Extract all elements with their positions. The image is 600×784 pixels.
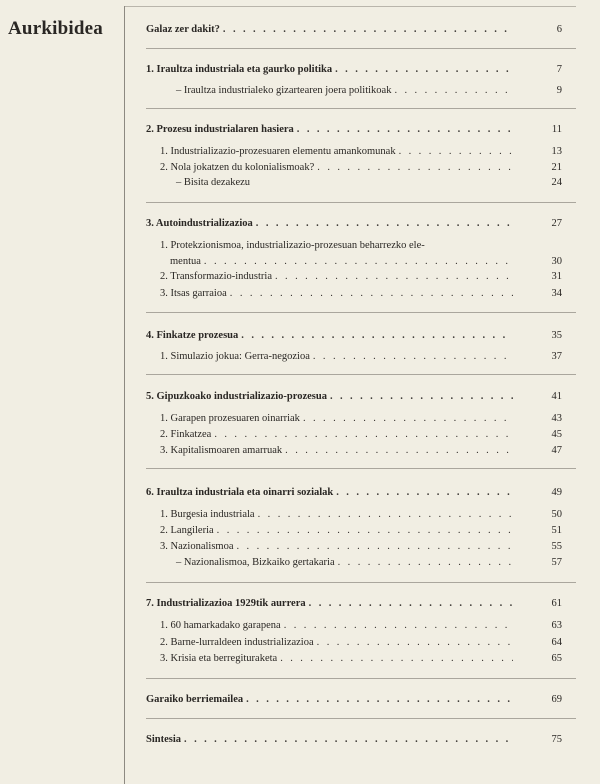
- toc-entry-page: 37: [551, 351, 562, 362]
- leader-dots: [399, 146, 513, 157]
- leader-dots: [280, 653, 513, 664]
- toc-entry-title: 2. Transformazio-industria: [160, 271, 272, 282]
- toc-entry-title: 3. Kapitalismoaren amarruak: [160, 445, 283, 456]
- toc-entry-page: 27: [551, 218, 562, 229]
- toc-entry[interactable]: [146, 391, 562, 405]
- toc-entry[interactable]: [146, 525, 562, 539]
- toc-entry-page: 6: [556, 24, 562, 35]
- toc-entry-page: 63: [551, 620, 562, 631]
- toc-entry-page: 55: [551, 541, 562, 552]
- toc-entry-page: 49: [551, 487, 562, 498]
- section-divider: [146, 678, 576, 679]
- toc-entry-title: 2. Nola jokatzen du kolonialismoak?: [160, 162, 315, 173]
- toc-entry-title: 1. Burgesia industriala: [160, 509, 255, 520]
- toc-entry-page: 64: [551, 637, 562, 648]
- toc-entry-page: 75: [551, 734, 562, 745]
- toc-entry[interactable]: [146, 177, 562, 191]
- toc-entry-page: 24: [551, 177, 562, 188]
- toc-entry-page: 9: [556, 85, 562, 96]
- toc-entry-title: Sintesia: [146, 734, 182, 745]
- toc-entry-title: 1. Protekzionismoa, industrializazio-prozesuan beharrezko ele-: [160, 240, 425, 251]
- leader-dots: [246, 694, 513, 705]
- toc-entry[interactable]: [146, 557, 562, 571]
- toc-entry-page: 11: [551, 124, 562, 135]
- toc-entry[interactable]: [146, 734, 562, 748]
- toc-entry[interactable]: [146, 124, 562, 138]
- toc-entry-page: 31: [551, 271, 562, 282]
- toc-entry-page: 41: [551, 391, 562, 402]
- leader-dots: [317, 162, 513, 173]
- toc-entry-page: 35: [551, 330, 562, 341]
- toc-entry-title: 5. Gipuzkoako industrializazio-prozesua: [146, 391, 327, 402]
- toc-entry[interactable]: [146, 487, 562, 501]
- toc-entry[interactable]: [146, 288, 562, 302]
- toc-entry-page: 34: [551, 288, 562, 299]
- leader-dots: [204, 256, 513, 267]
- vertical-divider: [124, 6, 125, 784]
- toc-entry-title: Garaiko berriemailea: [146, 694, 244, 705]
- toc-entry-page: 57: [551, 557, 562, 568]
- toc-entry[interactable]: [146, 256, 562, 270]
- section-divider: [146, 48, 576, 49]
- toc-entry-title: 7. Industrializazioa 1929tik aurrera: [146, 598, 306, 609]
- section-divider: [146, 582, 576, 583]
- toc-entry[interactable]: [146, 24, 562, 38]
- toc-entry-title: 3. Krisia eta berregituraketa: [160, 653, 278, 664]
- section-divider: [146, 202, 576, 203]
- toc-entry-title: mentua: [170, 256, 201, 267]
- section-divider: [146, 718, 576, 719]
- toc-entry-page: 65: [551, 653, 562, 664]
- leader-dots: [258, 509, 513, 520]
- toc-entry[interactable]: [146, 218, 562, 232]
- toc-entry-page: 51: [551, 525, 562, 536]
- leader-dots: [256, 218, 513, 229]
- leader-dots: [223, 24, 513, 35]
- toc-entry[interactable]: [146, 429, 562, 443]
- toc-entry-title: – Bisita dezakezu: [176, 177, 251, 188]
- toc-entry[interactable]: [146, 694, 562, 708]
- leader-dots: [241, 330, 513, 341]
- toc-entry-title: 2. Langileria: [160, 525, 214, 536]
- leader-dots: [184, 734, 513, 745]
- toc-entry-title: 3. Nazionalismoa: [160, 541, 234, 552]
- toc-entry-page: 43: [551, 413, 562, 424]
- toc-entry-title: 1. Garapen prozesuaren oinarriak: [160, 413, 300, 424]
- toc-entry[interactable]: [146, 240, 562, 254]
- leader-dots: [335, 64, 513, 75]
- table-of-contents: [146, 0, 562, 784]
- leader-dots: [230, 288, 513, 299]
- leader-dots: [303, 413, 513, 424]
- leader-dots: [217, 525, 513, 536]
- toc-entry[interactable]: [146, 445, 562, 459]
- toc-entry[interactable]: [146, 64, 562, 78]
- toc-entry[interactable]: [146, 509, 562, 523]
- toc-entry-page: 7: [556, 64, 562, 75]
- leader-dots: [394, 85, 513, 96]
- toc-entry[interactable]: [146, 598, 562, 612]
- toc-entry-title: 3. Itsas garraioa: [160, 288, 227, 299]
- toc-entry-title: 1. Iraultza industriala eta gaurko politika: [146, 64, 333, 75]
- toc-entry-title: 2. Prozesu industrialaren hasiera: [146, 124, 294, 135]
- leader-dots: [285, 445, 513, 456]
- toc-entry-title: Galaz zer dakit?: [146, 24, 220, 35]
- section-divider: [146, 468, 576, 469]
- page-title: Aurkibidea: [8, 18, 103, 39]
- toc-entry-title: – Nazionalismoa, Bizkaiko gertakaria: [176, 557, 335, 568]
- leader-dots: [330, 391, 513, 402]
- toc-entry-title: 6. Iraultza industriala eta oinarri sozialak: [146, 487, 334, 498]
- leader-dots: [297, 124, 513, 135]
- leader-dots: [309, 598, 513, 609]
- toc-entry-page: 21: [551, 162, 562, 173]
- toc-entry-title: 4. Finkatze prozesua: [146, 330, 239, 341]
- toc-entry-page: 69: [551, 694, 562, 705]
- toc-entry-page: 13: [551, 146, 562, 157]
- toc-entry-page: 50: [551, 509, 562, 520]
- section-divider: [146, 108, 576, 109]
- leader-dots: [214, 429, 513, 440]
- toc-entry-title: 2. Finkatzea: [160, 429, 212, 440]
- leader-dots: [284, 620, 513, 631]
- leader-dots: [338, 557, 513, 568]
- toc-entry-page: 47: [551, 445, 562, 456]
- toc-entry-title: 1. 60 hamarkadako garapena: [160, 620, 281, 631]
- toc-entry[interactable]: [146, 541, 562, 555]
- toc-entry-title: 2. Barne-lurraldeen industrializazioa: [160, 637, 314, 648]
- toc-entry[interactable]: [146, 637, 562, 651]
- toc-entry-page: 45: [551, 429, 562, 440]
- section-divider: [146, 374, 576, 375]
- toc-entry[interactable]: [146, 85, 562, 99]
- section-divider: [146, 312, 576, 313]
- leader-dots: [313, 351, 513, 362]
- leader-dots: [317, 637, 513, 648]
- toc-entry-page: 61: [551, 598, 562, 609]
- toc-entry-page: 30: [551, 256, 562, 267]
- leader-dots: [336, 487, 513, 498]
- toc-entry[interactable]: [146, 271, 562, 285]
- toc-entry-title: 1. Industrializazio-prozesuaren elementu amankomunak: [160, 146, 396, 157]
- toc-entry[interactable]: [146, 620, 562, 634]
- toc-entry[interactable]: [146, 653, 562, 667]
- toc-entry[interactable]: [146, 351, 562, 365]
- leader-dots: [236, 541, 513, 552]
- toc-entry[interactable]: [146, 330, 562, 344]
- leader-dots: [275, 271, 513, 282]
- toc-entry[interactable]: [146, 162, 562, 176]
- toc-entry[interactable]: [146, 146, 562, 160]
- toc-entry-title: 1. Simulazio jokua: Gerra-negozioa: [160, 351, 310, 362]
- toc-entry[interactable]: [146, 413, 562, 427]
- toc-entry-title: – Iraultza industrialeko gizartearen joera politikoak: [176, 85, 392, 96]
- toc-entry-title: 3. Autoindustrializazioa: [146, 218, 253, 229]
